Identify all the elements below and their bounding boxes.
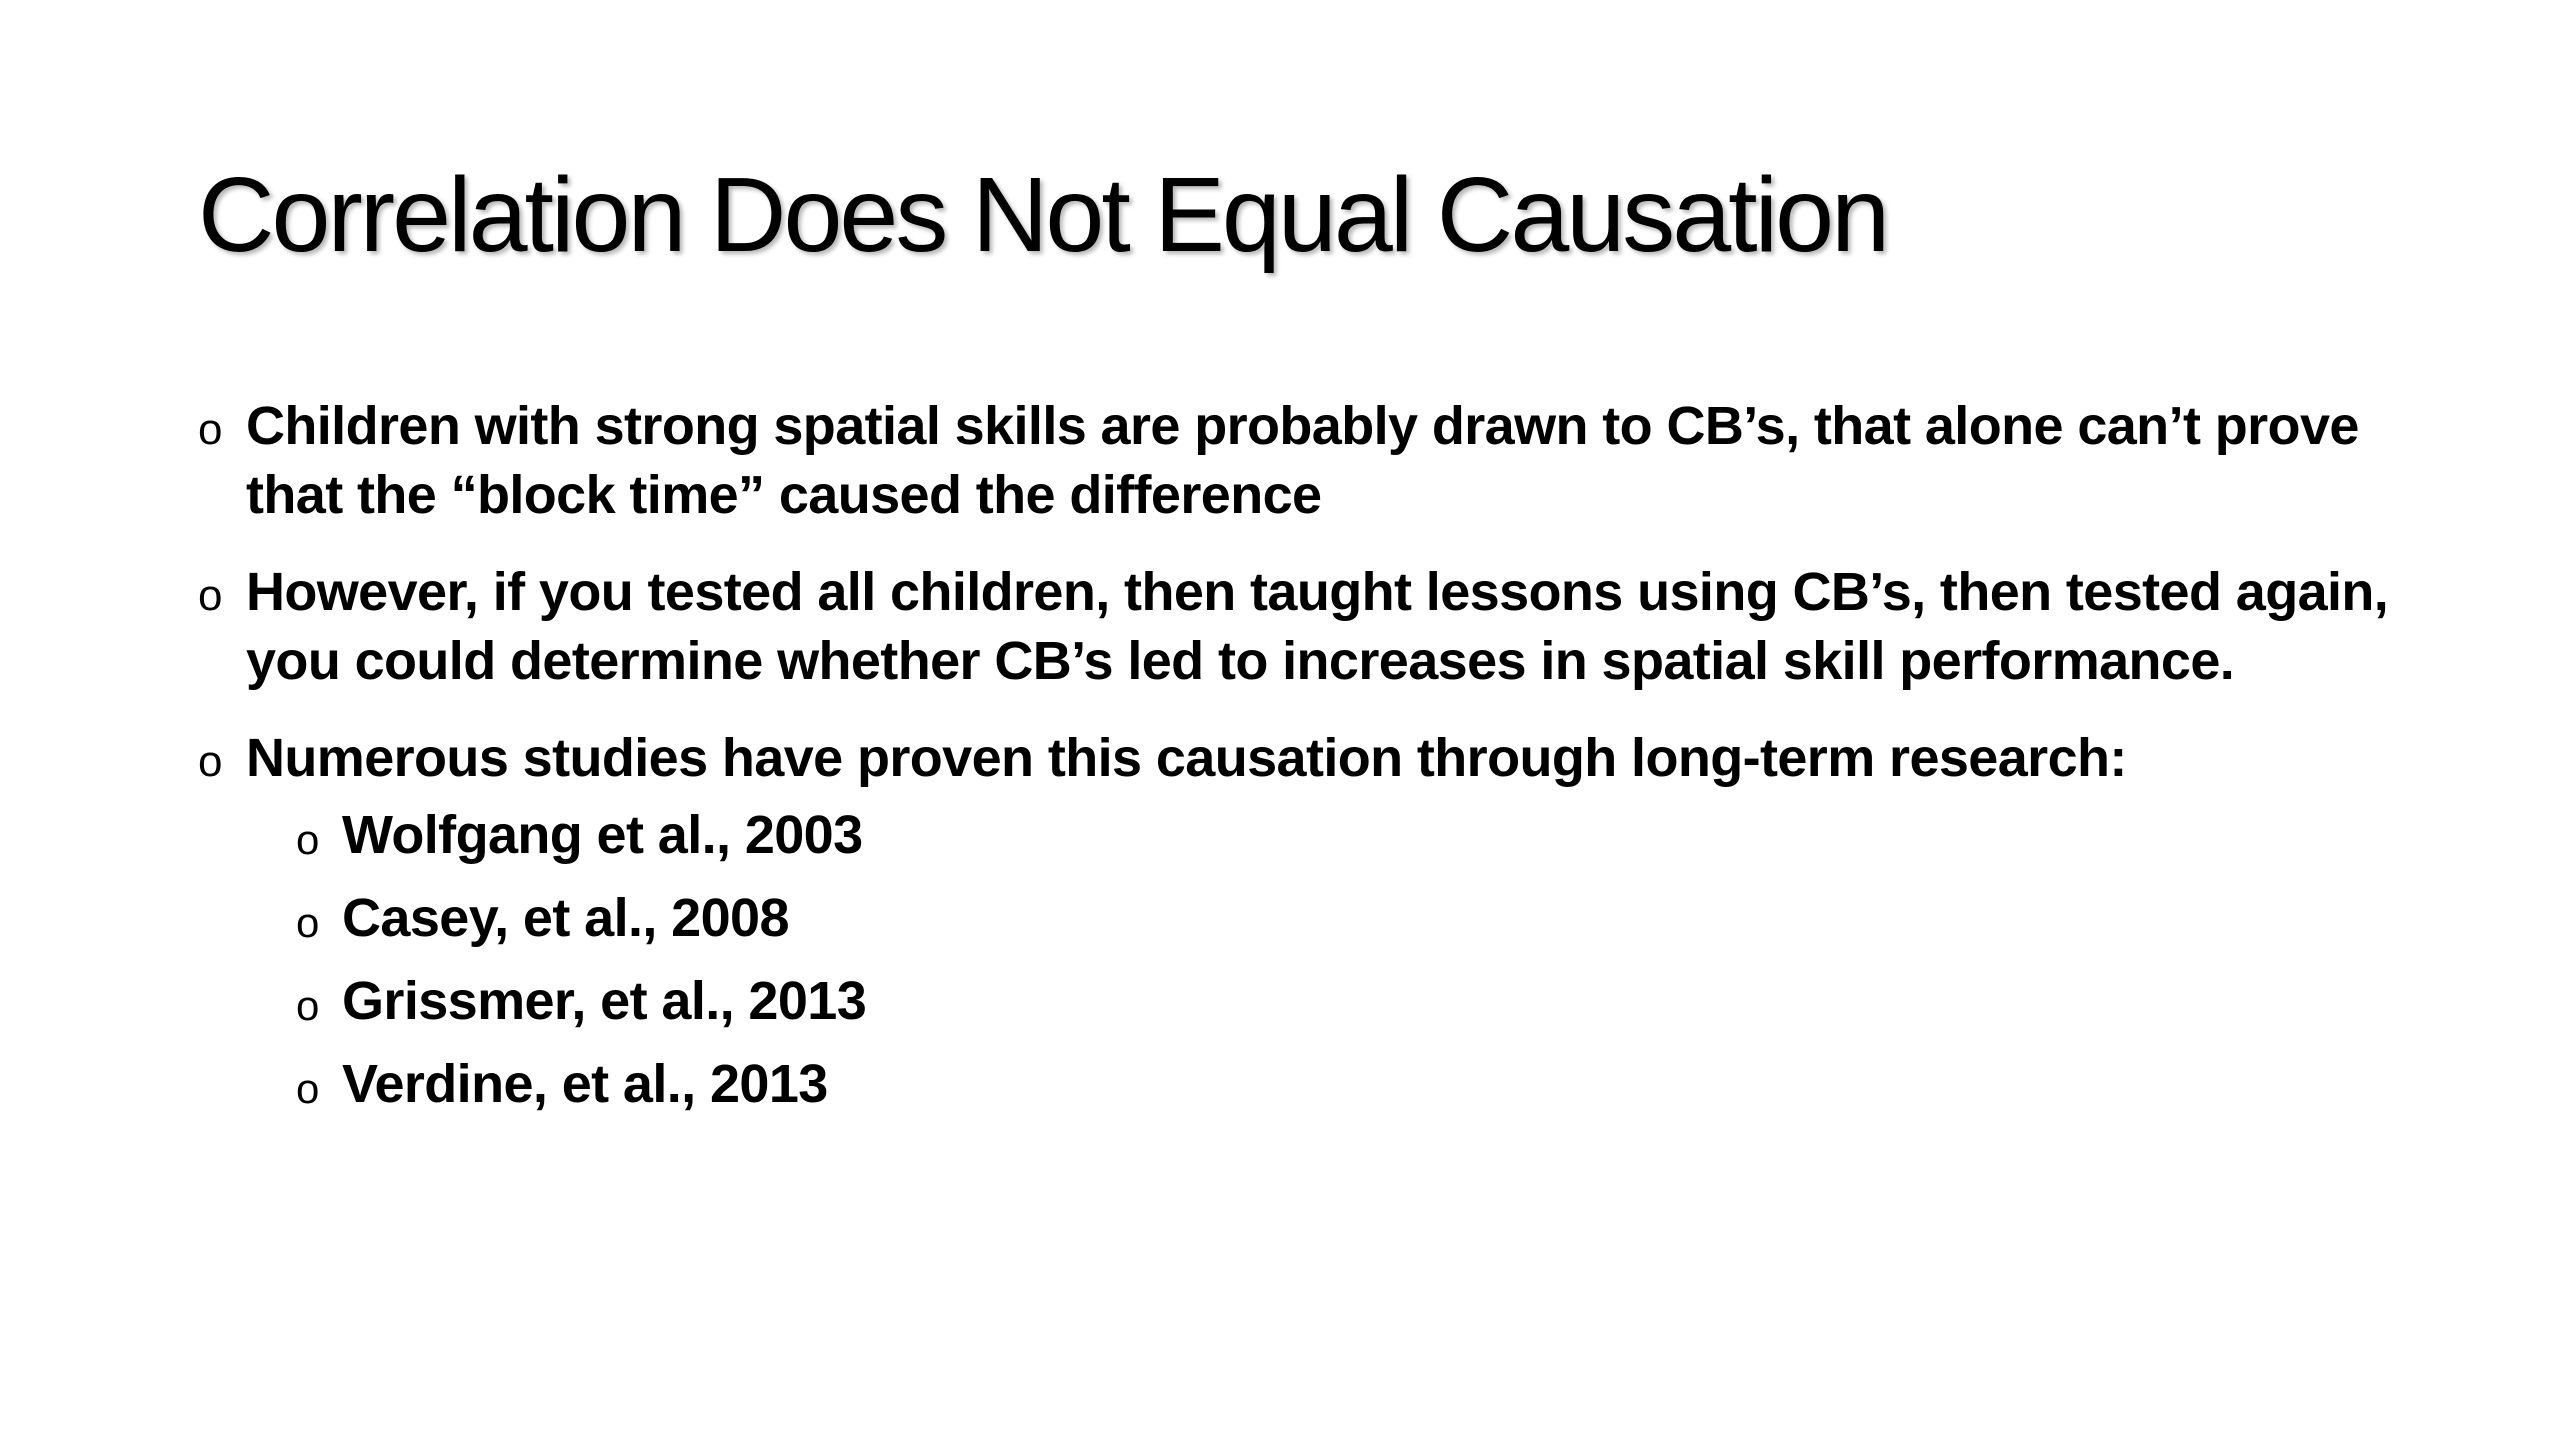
citation-text: Casey, et al., 2008 bbox=[342, 888, 789, 948]
bullet-text: Children with strong spatial skills are probably drawn to CB’s, that alone can’t prove that the “block time” caused the difference bbox=[246, 396, 2359, 525]
study-citation-item bbox=[296, 1050, 2398, 1119]
study-citation-item bbox=[296, 884, 2398, 953]
study-citation-item bbox=[296, 967, 2398, 1036]
slide-title: Correlation Does Not Equal Causation bbox=[198, 156, 1888, 274]
hollow-circle-bullet-icon: o bbox=[296, 1065, 319, 1112]
citation-text: Verdine, et al., 2013 bbox=[342, 1054, 828, 1114]
hollow-circle-bullet-icon: o bbox=[296, 816, 319, 863]
study-citation-list bbox=[246, 801, 2398, 1119]
citation-text: Grissmer, et al., 2013 bbox=[342, 971, 867, 1031]
hollow-circle-bullet-icon: o bbox=[296, 899, 319, 946]
citation-text: Wolfgang et al., 2003 bbox=[342, 805, 863, 865]
hollow-circle-bullet-icon: o bbox=[198, 405, 222, 454]
bullet-item bbox=[198, 724, 2398, 1119]
hollow-circle-bullet-icon: o bbox=[198, 737, 222, 786]
bullet-item bbox=[198, 392, 2398, 530]
bullet-list bbox=[198, 392, 2398, 1147]
bullet-item bbox=[198, 558, 2398, 696]
bullet-text: However, if you tested all children, then taught lessons using CB’s, then tested again, you could determine whether CB’s led to increases in spatial skill performance. bbox=[246, 562, 2389, 691]
bullet-text: Numerous studies have proven this causation through long-term research: bbox=[246, 728, 2127, 788]
study-citation-item bbox=[296, 801, 2398, 870]
hollow-circle-bullet-icon: o bbox=[198, 571, 222, 620]
hollow-circle-bullet-icon: o bbox=[296, 982, 319, 1029]
